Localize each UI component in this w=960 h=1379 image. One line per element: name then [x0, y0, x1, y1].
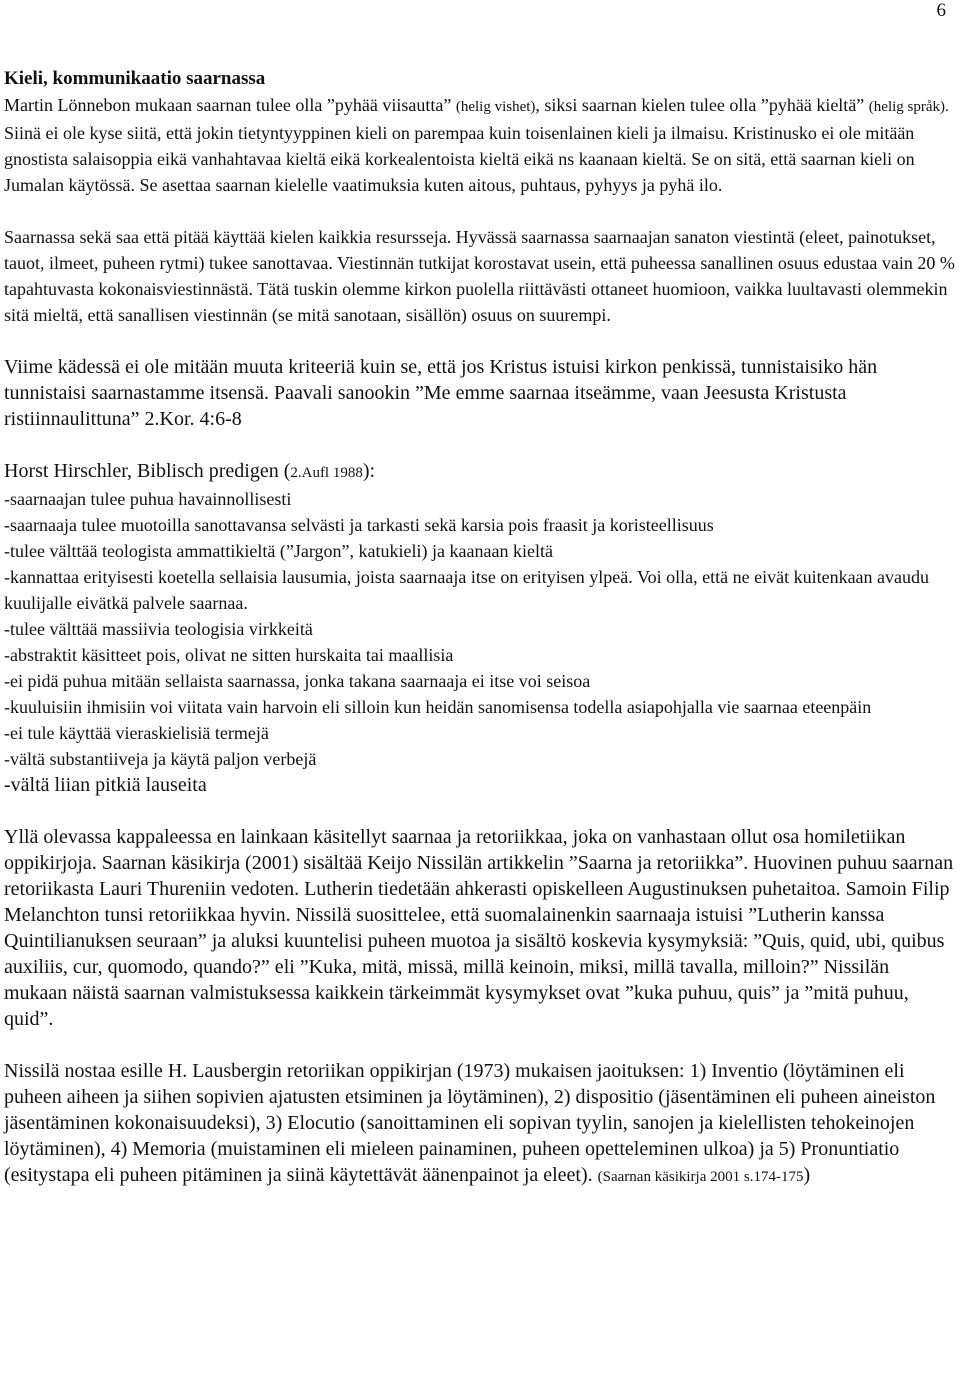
list-item: -abstraktit käsitteet pois, olivat ne sitten hurskaita tai maallisia — [4, 645, 454, 665]
list-item: -kuuluisiin ihmisiin voi viitata vain harvoin eli silloin kun heidän sanomisensa todella asiapohjalla vie saarnaa eteenpäin — [4, 697, 872, 717]
p5-text-c: ) — [803, 1164, 811, 1186]
spacer — [4, 798, 956, 824]
source-edition: 2.Aufl 1988 — [290, 465, 363, 481]
p1-swedish-term-1: (helig vishet) — [455, 99, 536, 115]
p1-text-c: Siinä ei ole kyse siitä, että jokin tietyntyyppinen kieli on parempaa kuin toisenlainen kieli ja ilmaisu. Kristinusko ei ole mitään gnostista salaisoppia eikä vanhahtavaa kieltä eikä korkealentoista kieltä eikä ns kaanaan kieltä. Se on sitä, että saarnan kieli on Jumalan käytössä. Se asettaa saarnan kielelle vaatimuksia kuten aitous, puhtaus, pyhyys ja pyhä ilo. — [4, 123, 915, 195]
source-reference — [4, 458, 956, 486]
spacer — [4, 432, 956, 458]
p5-citation: (Saarnan käsikirja 2001 s.174-175 — [597, 1169, 804, 1185]
list-item: -vältä liian pitkiä lauseita — [4, 774, 207, 796]
list-item: -saarnaajan tulee puhua havainnollisesti — [4, 489, 292, 509]
list-item: -saarnaaja tulee muotoilla sanottavansa selvästi ja tarkasti sekä karsia pois fraasit ja koristeellisuus — [4, 515, 714, 535]
document-body — [4, 66, 956, 1190]
p5-text-a: Nissilä nostaa esille H. Lausbergin retoriikan oppikirjan (1973) mukaisen jaoituksen: 1) Inventio (löytäminen eli puheen aiheen ja siihen sopivien ajatusten etsiminen ja löytäminen), 2) dispositio (jäsentäminen eli puheen aineiston jäsentäminen kokonaisuudeksi), 3) Elocutio (sanoittaminen eli sopivan tyylin, sanojen ja kielellisten tehokeinojen löytäminen), 4) Memoria (muistaminen eli mieleen painaminen, puheen opetteleminen ulkoa) ja 5) Pronuntiatio (esitystapa eli puheen pitäminen ja siinä käytettävät äänenpainot ja eleet). — [4, 1060, 936, 1186]
list-item: -ei tule käyttää vieraskielisiä termejä — [4, 723, 269, 743]
paragraph-language-intro — [4, 92, 956, 198]
spacer — [4, 1032, 956, 1058]
source-text-c: ): — [362, 460, 376, 482]
paragraph-rhetoric: Yllä olevassa kappaleessa en lainkaan käsitellyt saarnaa ja retoriikkaa, joka on vanhastaan ollut osa homiletiikan oppikirjoja. Saarnan käsikirja (2001) sisältää Keijo Nissilän artikkelin ”Saarna ja retoriikka”. Huovinen puhuu saarnan retoriikasta Lauri Thureniin vedoten. Lutherin tiedetään ahkerasti opiskelleen Augustinuksen puhetaitoa. Samoin Filip Melanchton tunsi retoriikkaa hyvin. Nissilä suosittelee, että suomalainenkin saarnaaja istuisi ”Lutherin kanssa Quintilianuksen seuraan” ja aluksi kuuntelisi puheen muotoa ja sisältö koskevia kysymyksiä: ”Quis, quid, ubi, quibus auxiliis, cur, quomodo, quando?” eli ”Kuka, mitä, missä, millä keinoin, miksi, millä tavalla, milloin?” Nissilän mukaan näistä saarnan valmistuksessa kaikkein tärkeimmät kysymykset ovat ”kuka puhuu, quis” ja ”mitä puhuu, quid”. — [4, 826, 954, 1030]
paragraph-lausberg — [4, 1058, 956, 1190]
section-heading: Kieli, kommunikaatio saarnassa — [4, 68, 266, 89]
p1-swedish-term-2: (helig språk). — [868, 99, 949, 115]
p1-text-a: Martin Lönnebon mukaan saarnan tulee olla ”pyhää viisautta” — [4, 95, 456, 115]
list-item: -tulee välttää teologista ammattikieltä (”Jargon”, katukieli) ja kaanaan kieltä — [4, 541, 553, 561]
p1-text-b: , siksi saarnan kielen tulee olla ”pyhää kieltä” — [535, 95, 869, 115]
paragraph-resources: Saarnassa sekä saa että pitää käyttää kielen kaikkia resursseja. Hyvässä saarnassa saarnaajan sanaton viestintä (eleet, painotukset, tauot, ilmeet, puheen rytmi) tukee sanottavaa. Viestinnän tutkijat korostavat usein, että puheessa sanallinen osuus edustaa vain 20 % tapahtuvasta kokonaisviestinnästä. Tätä tuskin olemme kirkon puolella riittävästi ottaneet huomioon, vaikka luultavasti olemmekin sitä mieltä, että sanallisen viestinnän (se mitä sanotaan, sisällön) osuus on suurempi. — [4, 227, 955, 325]
guideline-list — [4, 486, 956, 798]
list-item: -vältä substantiiveja ja käytä paljon verbejä — [4, 749, 317, 769]
list-item: -tulee välttää massiivia teologisia virkkeitä — [4, 619, 313, 639]
paragraph-criteria: Viime kädessä ei ole mitään muuta kriteeriä kuin se, että jos Kristus istuisi kirkon penkissä, tunnistaisiko hän tunnistaisi saarnastamme itsensä. Paavali sanookin ”Me emme saarnaa itseämme, vaan Jeesusta Kristusta ristiinnaulittuna” 2.Kor. 4:6-8 — [4, 356, 878, 430]
spacer — [4, 328, 956, 354]
page-number: 6 — [936, 0, 946, 21]
source-text-a: Horst Hirschler, Biblisch predigen ( — [4, 460, 291, 482]
list-item: -ei pidä puhua mitään sellaista saarnassa, jonka takana saarnaaja ei itse voi seisoa — [4, 671, 591, 691]
spacer — [4, 198, 956, 224]
list-item: -kannattaa erityisesti koetella sellaisia lausumia, joista saarnaaja itse on erityisen ylpeä. Voi olla, että ne eivät kuitenkaan avaudu kuulijalle eivätkä palvele saarnaa. — [4, 567, 930, 613]
